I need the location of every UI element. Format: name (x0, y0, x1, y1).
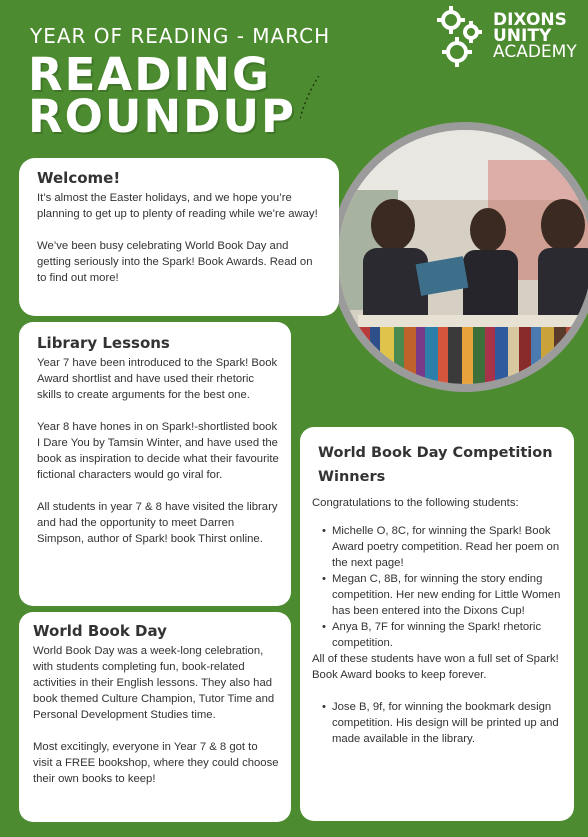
title-line-1: READING (28, 48, 271, 101)
newsletter-title (28, 48, 296, 143)
welcome-paragraph-2: We’ve been busy celebrating World Book Day and getting seriously into the Spark! Book Awards. Read on to find out more! (37, 240, 313, 284)
wbd-paragraph-2: Most excitingly, everyone in Year 7 & 8 got to visit a FREE bookshop, where they could choose their own books to keep! (33, 741, 279, 785)
gears-icon (437, 6, 489, 68)
library-paragraph-3: All students in year 7 & 8 have visited the library and had the opportunity to meet Darren Simpson, author of Spark! book Thirst online. (37, 501, 278, 545)
welcome-paragraph-1: It’s almost the Easter holidays, and we hope you’re planning to get up to plenty of reading while we’re away! (37, 192, 318, 220)
logo-text (493, 12, 577, 60)
winners-note: All of these students have won a full set of Spark! Book Award books to keep forever. (312, 653, 559, 681)
winners-intro: Congratulations to the following students: (312, 497, 519, 509)
library-heading: Library Lessons (37, 334, 170, 352)
welcome-card (19, 158, 339, 316)
winners-list (322, 523, 564, 651)
library-paragraph-2: Year 8 have hones in on Spark!-shortlisted book I Dare You by Tamsin Winter, and have used the book as inspiration to decide what their favourite fictional characters would go viral for. (37, 421, 279, 481)
logo-line-1: DIXONS (493, 10, 567, 30)
world-book-day-card (19, 612, 291, 822)
competition-winners-card (300, 427, 574, 821)
library-paragraph-1: Year 7 have been introduced to the Spark! Book Award shortlist and have used their rhetoric skills to create arguments for the best one. (37, 357, 278, 401)
winners-list-2 (322, 699, 564, 747)
photo-container (330, 122, 588, 352)
winner-item: • Megan C, 8B, for winning the story ending competition. Her new ending for Little Women has been entered into the Dixons Cup! (322, 571, 564, 619)
newsletter-subtitle: YEAR OF READING - MARCH (30, 24, 331, 48)
wbd-paragraph-1: World Book Day was a week-long celebration, with students completing fun, book-related activities in their English lessons. They also had book themed Culture Champion, Tutor Time and Personal Development Studies time. (33, 645, 275, 721)
welcome-heading: Welcome! (37, 169, 121, 187)
library-lessons-card (19, 322, 291, 606)
winner-item: • Jose B, 9f, for winning the bookmark design competition. His design will be printed up and made available in the library. (322, 699, 564, 747)
winners-heading: World Book Day Competition Winners (318, 445, 553, 485)
logo-line-3: ACADEMY (493, 42, 577, 62)
winner-item: • Anya B, 7F for winning the Spark! rhetoric competition. (322, 619, 564, 651)
winner-item: • Michelle O, 8C, for winning the Spark! Book Award poetry competition. Read her poem on the next page! (322, 523, 564, 571)
wbd-heading: World Book Day (33, 622, 167, 640)
school-logo (437, 6, 582, 68)
students-reading-photo (338, 130, 588, 384)
logo-line-2: UNITY (493, 26, 552, 46)
title-line-2: ROUNDUP (28, 90, 296, 143)
